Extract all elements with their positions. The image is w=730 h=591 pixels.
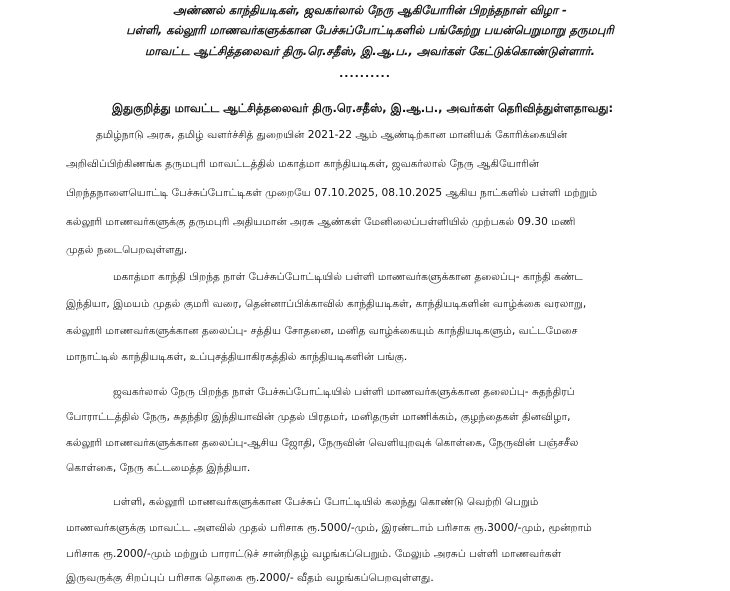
paragraph-3-line-1: ஜவகர்லால் நேரு பிறந்த நாள் பேச்சுப்போட்டியில் பள்ளி மாணவர்களுக்கான தலைப்பு- சுதந்திரப்: [113, 386, 575, 398]
title-line-2: பள்ளி, கல்லூரி மாணவர்களுக்கான பேச்சுப்போட்டிகளில் பங்கேற்று பயன்பெறுமாறு தருமபுரி: [126, 23, 614, 37]
paragraph-2-line-2: இந்தியா, இமயம் முதல் குமரி வரை, தென்னாப்பிக்காவில் காந்தியடிகள், காந்தியடிகளின் வாழ்க்கை வரலாறு,: [66, 298, 587, 310]
paragraph-1-line-4: கல்லூரி மாணவர்களுக்கு தருமபுரி அதியமான் அரசு ஆண்கள் மேனிலைப்பள்ளியில் முற்பகல் 09.30 மணி: [66, 216, 576, 228]
paragraph-1-line-5: முதல் நடைபெறவுள்ளது.: [66, 244, 188, 256]
paragraph-1-line-3: பிறந்தநாளையொட்டி பேச்சுப்போட்டிகள் முறையே 07.10.2025, 08.10.2025 ஆகிய நாட்களில் பள்ளி மற்றும்: [66, 187, 598, 199]
paragraph-4-line-4: இருவருக்கு சிறப்புப் பரிசாக தொகை ரூ.2000/- வீதம் வழங்கப்பெறவுள்ளது.: [66, 572, 434, 584]
statement-heading: இதுகுறித்து மாவட்ட ஆட்சித்தலைவர் திரு.ரெ.சதீஸ், இ.ஆ.ப., அவர்கள் தெரிவித்துள்ளதாவது:: [112, 101, 614, 115]
paragraph-4-line-3: பரிசாக ரூ.2000/-மும் மற்றும் பாராட்டுச் சான்றிதழ் வழங்கப்பெறும். மேலும் அரசுப் பள்ளி மாணவர்கள்: [66, 548, 562, 560]
title-line-1: அண்ணல் காந்தியடிகள், ஜவகர்லால் நேரு ஆகியோரின் பிறந்தநாள் விழா -: [173, 3, 567, 17]
paragraph-4-line-1: பள்ளி, கல்லூரி மாணவர்களுக்கான பேச்சுப் போட்டியில் கலந்து கொண்டு வெற்றி பெறும்: [113, 496, 539, 508]
paragraph-2-line-4: மாநாட்டில் காந்தியடிகள், உப்புசத்தியாகிரகத்தில் காந்தியடிகளின் பங்கு.: [66, 351, 408, 363]
separator: ..........: [339, 67, 391, 80]
paragraph-1-line-1: தமிழ்நாடு அரசு, தமிழ் வளர்ச்சித் துறையின் 2021-22 ஆம் ஆண்டிற்கான மானியக் கோரிக்கையின்: [96, 129, 568, 141]
title-line-3: மாவட்ட ஆட்சித்தலைவர் திரு.ரெ.சதீஸ், இ.ஆ.ப., அவர்கள் கேட்டுக்கொண்டுள்ளார்.: [145, 44, 595, 58]
paragraph-3-line-4: கொள்கை, நேரு கட்டமைத்த இந்தியா.: [66, 462, 251, 474]
paragraph-2-line-3: கல்லூரி மாணவர்களுக்கான தலைப்பு- சத்திய சோதனை, மனித வாழ்க்கையும் காந்தியடிகளும், வட்டமேசை: [66, 325, 578, 337]
paragraph-1-line-2: அறிவிப்பிற்கிணங்க தருமபுரி மாவட்டத்தில் மகாத்மா காந்தியடிகள், ஜவகர்லால் நேரு ஆகியோரின்: [66, 158, 540, 170]
paragraph-3-line-2: போராட்டத்தில் நேரு, சுதந்திர இந்தியாவின் முதல் பிரதமர், மனிதருள் மாணிக்கம், குழந்தைகள் தினவிழா,: [66, 411, 571, 423]
paragraph-3-line-3: கல்லூரி மாணவர்களுக்கான தலைப்பு-ஆசிய ஜோதி, நேருவின் வெளியுறவுக் கொள்கை, நேருவின் பஞ்சசீல: [66, 437, 579, 449]
paragraph-4-line-2: மாணவர்களுக்கு மாவட்ட அளவில் முதல் பரிசாக ரூ.5000/-மும், இரண்டாம் பரிசாக ரூ.3000/-மும், மூன்றாம்: [66, 522, 592, 534]
paragraph-2-line-1: மகாத்மா காந்தி பிறந்த நாள் பேச்சுப்போட்டியில் பள்ளி மாணவர்களுக்கான தலைப்பு- காந்தி கண்ட: [113, 271, 583, 283]
